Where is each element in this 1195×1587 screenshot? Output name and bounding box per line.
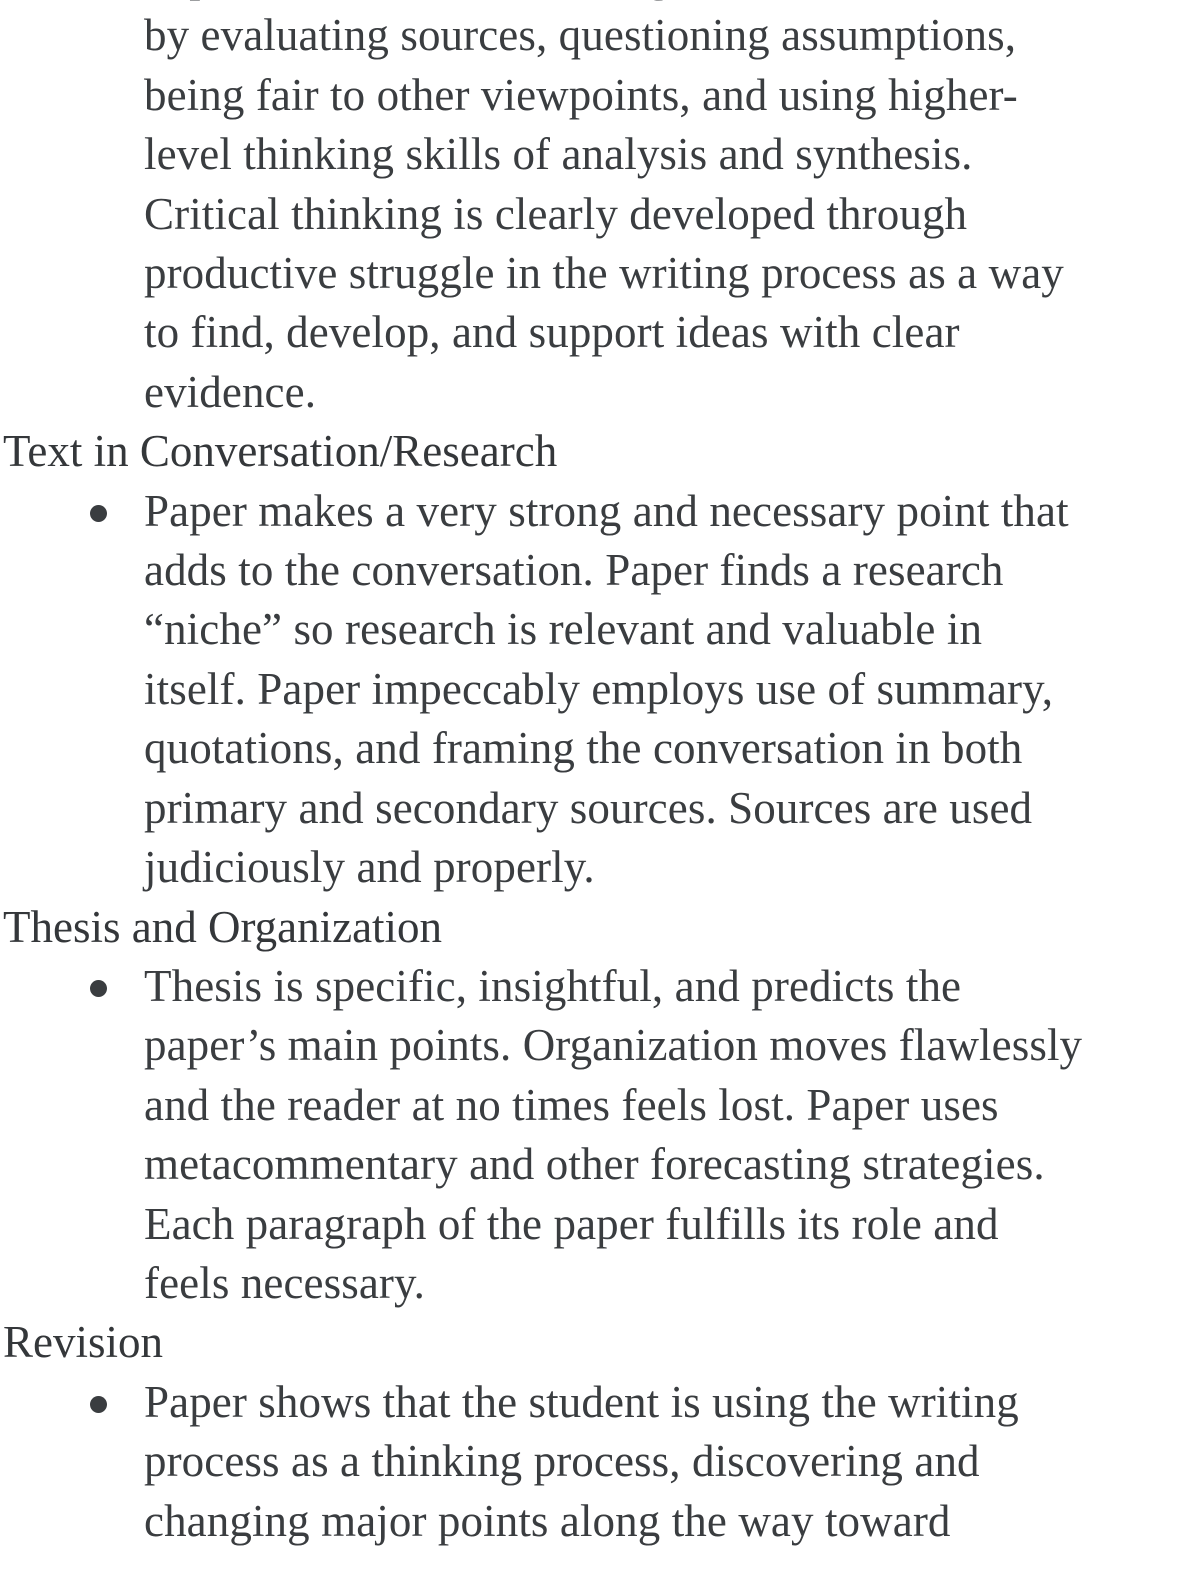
rubric-line: by evaluating sources, questioning assumptions, <box>144 10 1017 61</box>
rubric-item-revision <box>0 1373 1195 1551</box>
rubric-line: and the reader at no times feels lost. Paper uses <box>144 1079 999 1130</box>
rubric-line: primary and secondary sources. Sources are used <box>144 782 1033 833</box>
rubric-line: process as a thinking process, discovering and <box>144 1436 980 1487</box>
rubric-line: evidence. <box>144 366 317 417</box>
section-heading-thesis-and-organization: Thesis and Organization <box>3 901 443 952</box>
rubric-line: Paper shows that the student is using the writing <box>144 1376 1019 1427</box>
rubric-item-thesis-and-organization <box>0 957 1195 1313</box>
bullet-icon <box>90 505 107 522</box>
rubric-line: metacommentary and other forecasting strategies. <box>144 1139 1045 1190</box>
rubric-line: Each paragraph of the paper fulfills its role and <box>144 1198 999 1249</box>
rubric-line: productive struggle in the writing process as a way <box>144 248 1064 299</box>
rubric-item-critical-thinking <box>0 0 1195 422</box>
rubric-line: Critical thinking is clearly developed through <box>144 188 968 239</box>
rubric-line: paper’s main points. Organization moves flawlessly <box>144 1020 1083 1071</box>
rubric-line: Thesis is specific, insightful, and predicts the <box>144 960 962 1011</box>
rubric-line: level thinking skills of analysis and synthesis. <box>144 129 973 180</box>
section-heading-revision: Revision <box>3 1317 164 1368</box>
bullet-icon <box>90 980 107 997</box>
rubric-line: Paper makes a very strong and necessary point that <box>144 485 1069 536</box>
rubric-line: being fair to other viewpoints, and using higher- <box>144 69 1018 120</box>
rubric-line: to find, develop, and support ideas with clear <box>144 307 960 358</box>
section-heading-text-in-conversation: Text in Conversation/Research <box>3 426 558 477</box>
rubric-line: judiciously and properly. <box>144 842 595 893</box>
rubric-item-text-in-conversation <box>0 482 1195 898</box>
rubric-line: “niche” so research is relevant and valuable in <box>144 604 983 655</box>
rubric-line: feels necessary. <box>144 1257 426 1308</box>
bullet-icon <box>90 1396 107 1413</box>
rubric-line: itself. Paper impeccably employs use of summary, <box>144 663 1054 714</box>
rubric-line: quotations, and framing the conversation in both <box>144 723 1023 774</box>
rubric-line: changing major points along the way toward <box>144 1495 951 1546</box>
rubric-line: adds to the conversation. Paper finds a research <box>144 545 1004 596</box>
